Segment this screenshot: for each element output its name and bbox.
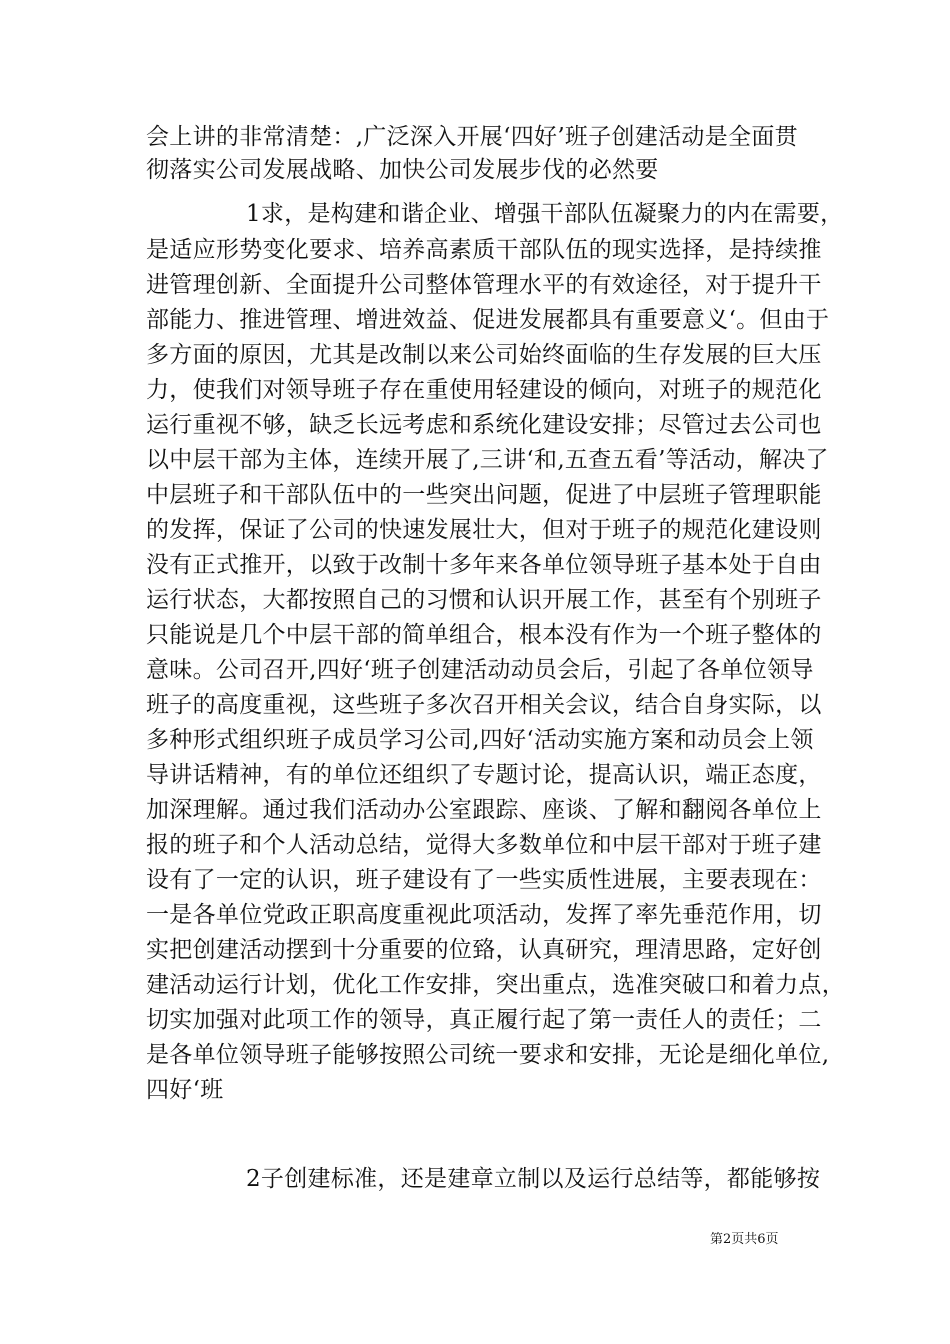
text-line: 切实加强对此项工作的领导，真正履行起了第一责任人的责任；二 bbox=[146, 1007, 822, 1033]
page-number: 第2页共6页 bbox=[710, 1232, 779, 1247]
text-line: 1求，是构建和谐企业、增强干部队伍凝聚力的内在需要， bbox=[246, 201, 844, 227]
text-line: 意味。公司召开,四好‘班子创建活动动员会后，引起了各单位领导 bbox=[146, 657, 814, 683]
text-line: 的发挥，保证了公司的快速发展壮大，但对于班子的规范化建设则 bbox=[146, 517, 822, 543]
text-line: 是适应形势变化要求、培养高素质干部队伍的现实选择，是持续推 bbox=[146, 237, 822, 263]
text-line: 是各单位领导班子能够按照公司统一要求和安排，无论是细化单位, bbox=[146, 1042, 830, 1068]
text-line: 彻落实公司发展战略、加快公司发展步伐的必然要 bbox=[146, 157, 659, 183]
text-line: 部能力、推进管理、增进效益、促进发展都具有重要意义‘。但由于 bbox=[146, 307, 830, 333]
text-line: 设有了一定的认识，班子建设有了一些实质性进展，主要表现在： bbox=[146, 867, 822, 893]
text-line: 建活动运行计划，优化工作安排，突出重点，选准突破口和着力点， bbox=[146, 972, 845, 998]
text-line: 实把创建活动摆到十分重要的位臵，认真研究，理清思路，定好创 bbox=[146, 937, 822, 963]
text-line: 只能说是几个中层干部的简单组合，根本没有作为一个班子整体的 bbox=[146, 622, 822, 648]
text-line: 多方面的原因，尤其是改制以来公司始终面临的生存发展的巨大压 bbox=[146, 342, 822, 368]
text-line: 班子的高度重视，这些班子多次召开相关会议，结合自身实际，以 bbox=[146, 692, 822, 718]
text-line: 一是各单位党政正职高度重视此项活动，发挥了率先垂范作用，切 bbox=[146, 902, 822, 928]
text-line: 没有正式推开，以致于改制十多年来各单位领导班子基本处于自由 bbox=[146, 552, 822, 578]
text-line: 报的班子和个人活动总结，觉得大多数单位和中层干部对于班子建 bbox=[146, 832, 822, 858]
text-line: 运行状态，大都按照自己的习惯和认识开展工作，甚至有个别班子 bbox=[146, 587, 822, 613]
text-line: 运行重视不够，缺乏长远考虑和系统化建设安排；尽管过去公司也 bbox=[146, 412, 822, 438]
text-line: 导讲话精神，有的单位还组织了专题讨论，提高认识，端正态度， bbox=[146, 762, 822, 788]
text-line: 以中层干部为主体，连续开展了,三讲‘和,五查五看’等活动，解决了 bbox=[146, 447, 829, 473]
text-line: 会上讲的非常清楚：,广泛深入开展‘四好’班子创建活动是全面贯 bbox=[146, 124, 798, 150]
text-line: 多种形式组织班子成员学习公司,四好‘活动实施方案和动员会上领 bbox=[146, 727, 814, 753]
text-line: 四好‘班 bbox=[146, 1077, 224, 1103]
text-line: 加深理解。通过我们活动办公室跟踪、座谈、了解和翻阅各单位上 bbox=[146, 797, 822, 823]
text-line: 2子创建标准，还是建章立制以及运行总结等，都能够按 bbox=[246, 1166, 821, 1192]
text-line: 进管理创新、全面提升公司整体管理水平的有效途径，对于提升干 bbox=[146, 272, 822, 298]
text-line: 中层班子和干部队伍中的一些突出问题，促进了中层班子管理职能 bbox=[146, 482, 822, 508]
text-line: 力，使我们对领导班子存在重使用轻建设的倾向，对班子的规范化 bbox=[146, 377, 822, 403]
